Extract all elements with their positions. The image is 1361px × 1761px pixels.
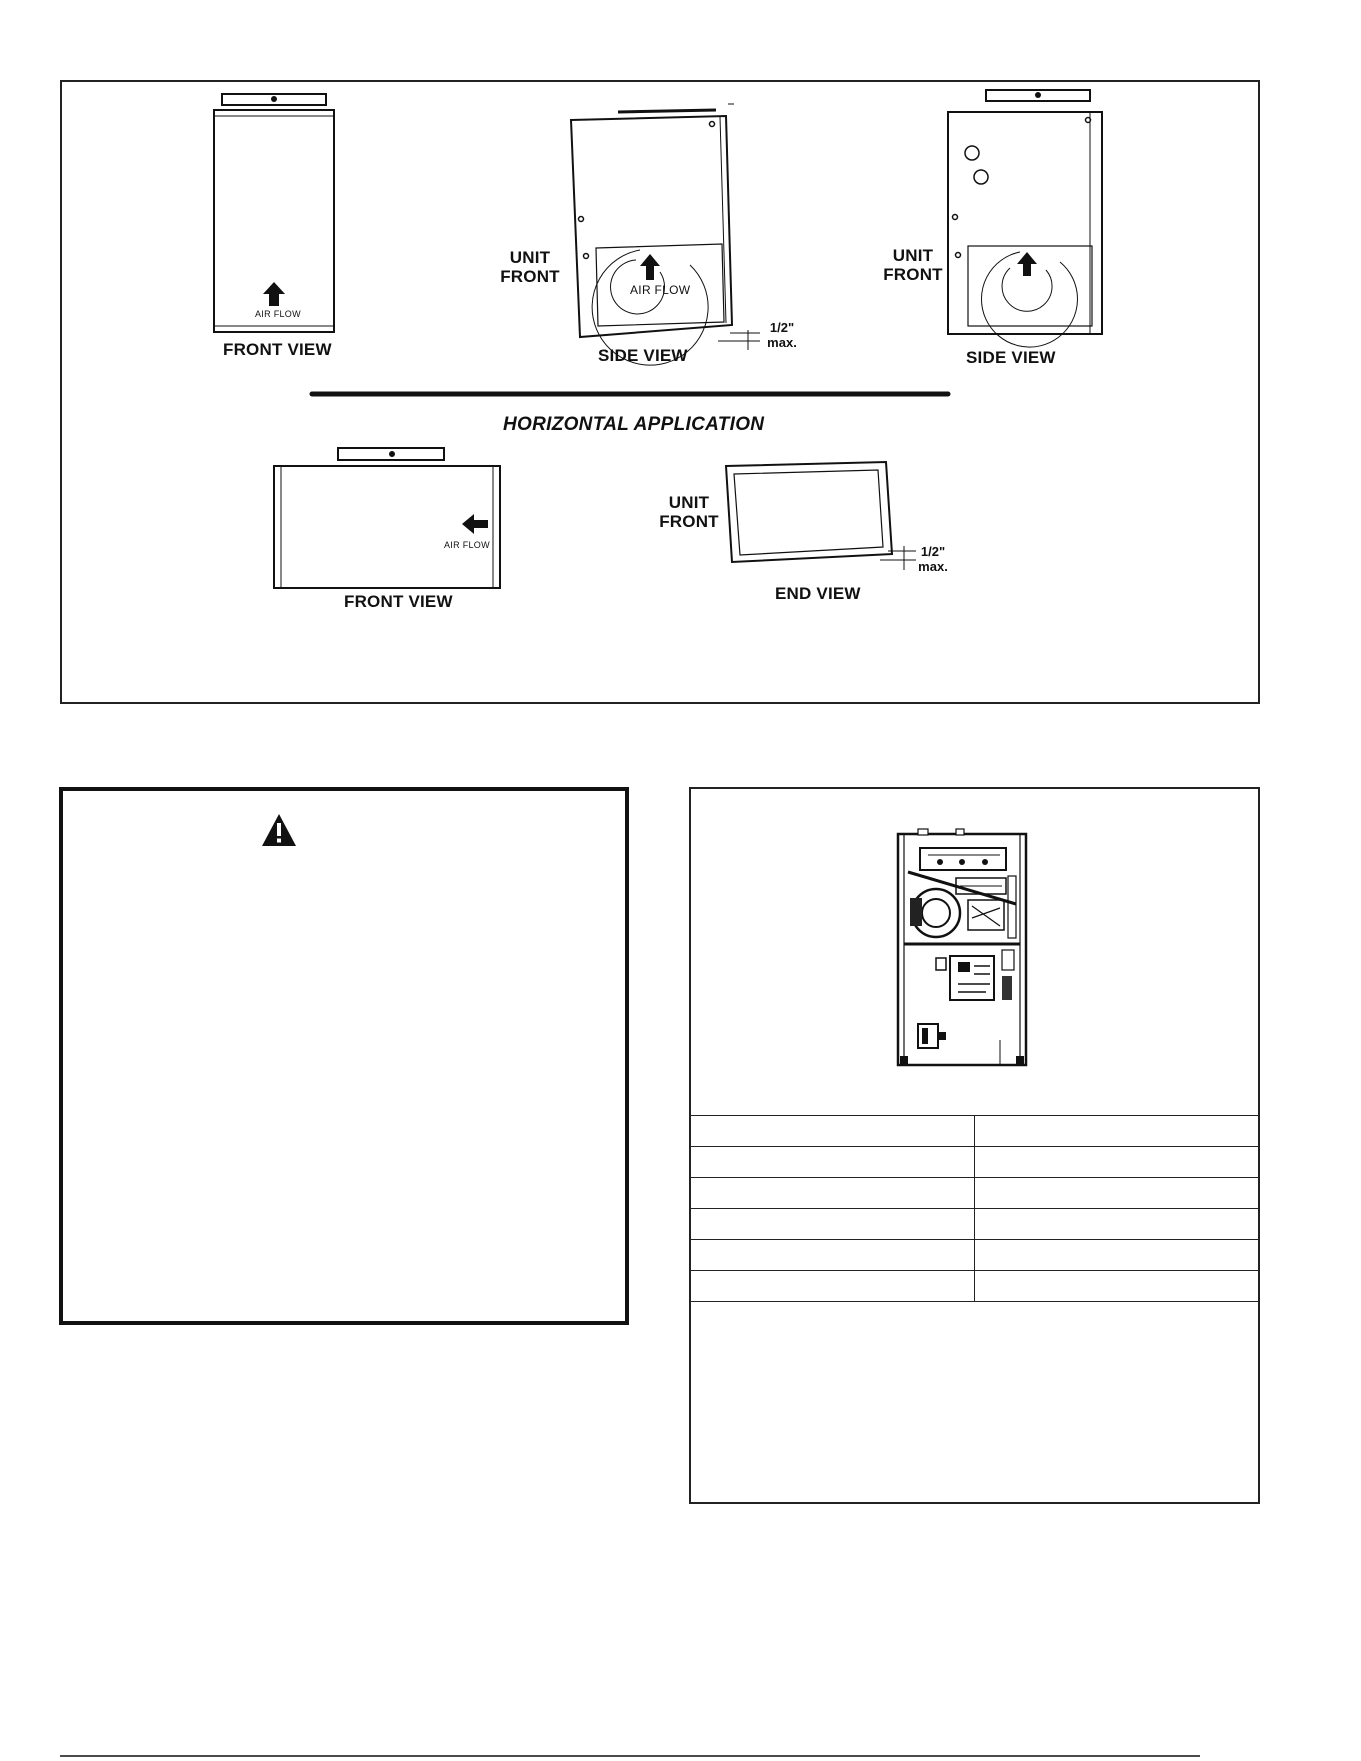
end-view-label: END VIEW: [775, 584, 861, 603]
side-view-label-level: SIDE VIEW: [966, 348, 1056, 367]
unit-front-text: UNIT FRONT: [500, 248, 560, 286]
unit-front-text: UNIT FRONT: [659, 493, 719, 531]
front-view-label-horizontal: FRONT VIEW: [344, 592, 453, 611]
air-flow-label-side: AIR FLOW: [630, 283, 691, 297]
side-view-label-tilted: SIDE VIEW: [598, 346, 688, 365]
unit-front-text: UNIT FRONT: [883, 246, 943, 284]
clearance-text: 1/2" max.: [767, 320, 797, 350]
front-view-label-upflow: FRONT VIEW: [223, 340, 332, 359]
air-flow-label-front: AIR FLOW: [255, 309, 301, 319]
air-flow-label-horizontal: AIR FLOW: [444, 540, 490, 550]
horizontal-application-heading: HORIZONTAL APPLICATION: [503, 414, 765, 435]
clearance-text: 1/2" max.: [918, 544, 948, 574]
